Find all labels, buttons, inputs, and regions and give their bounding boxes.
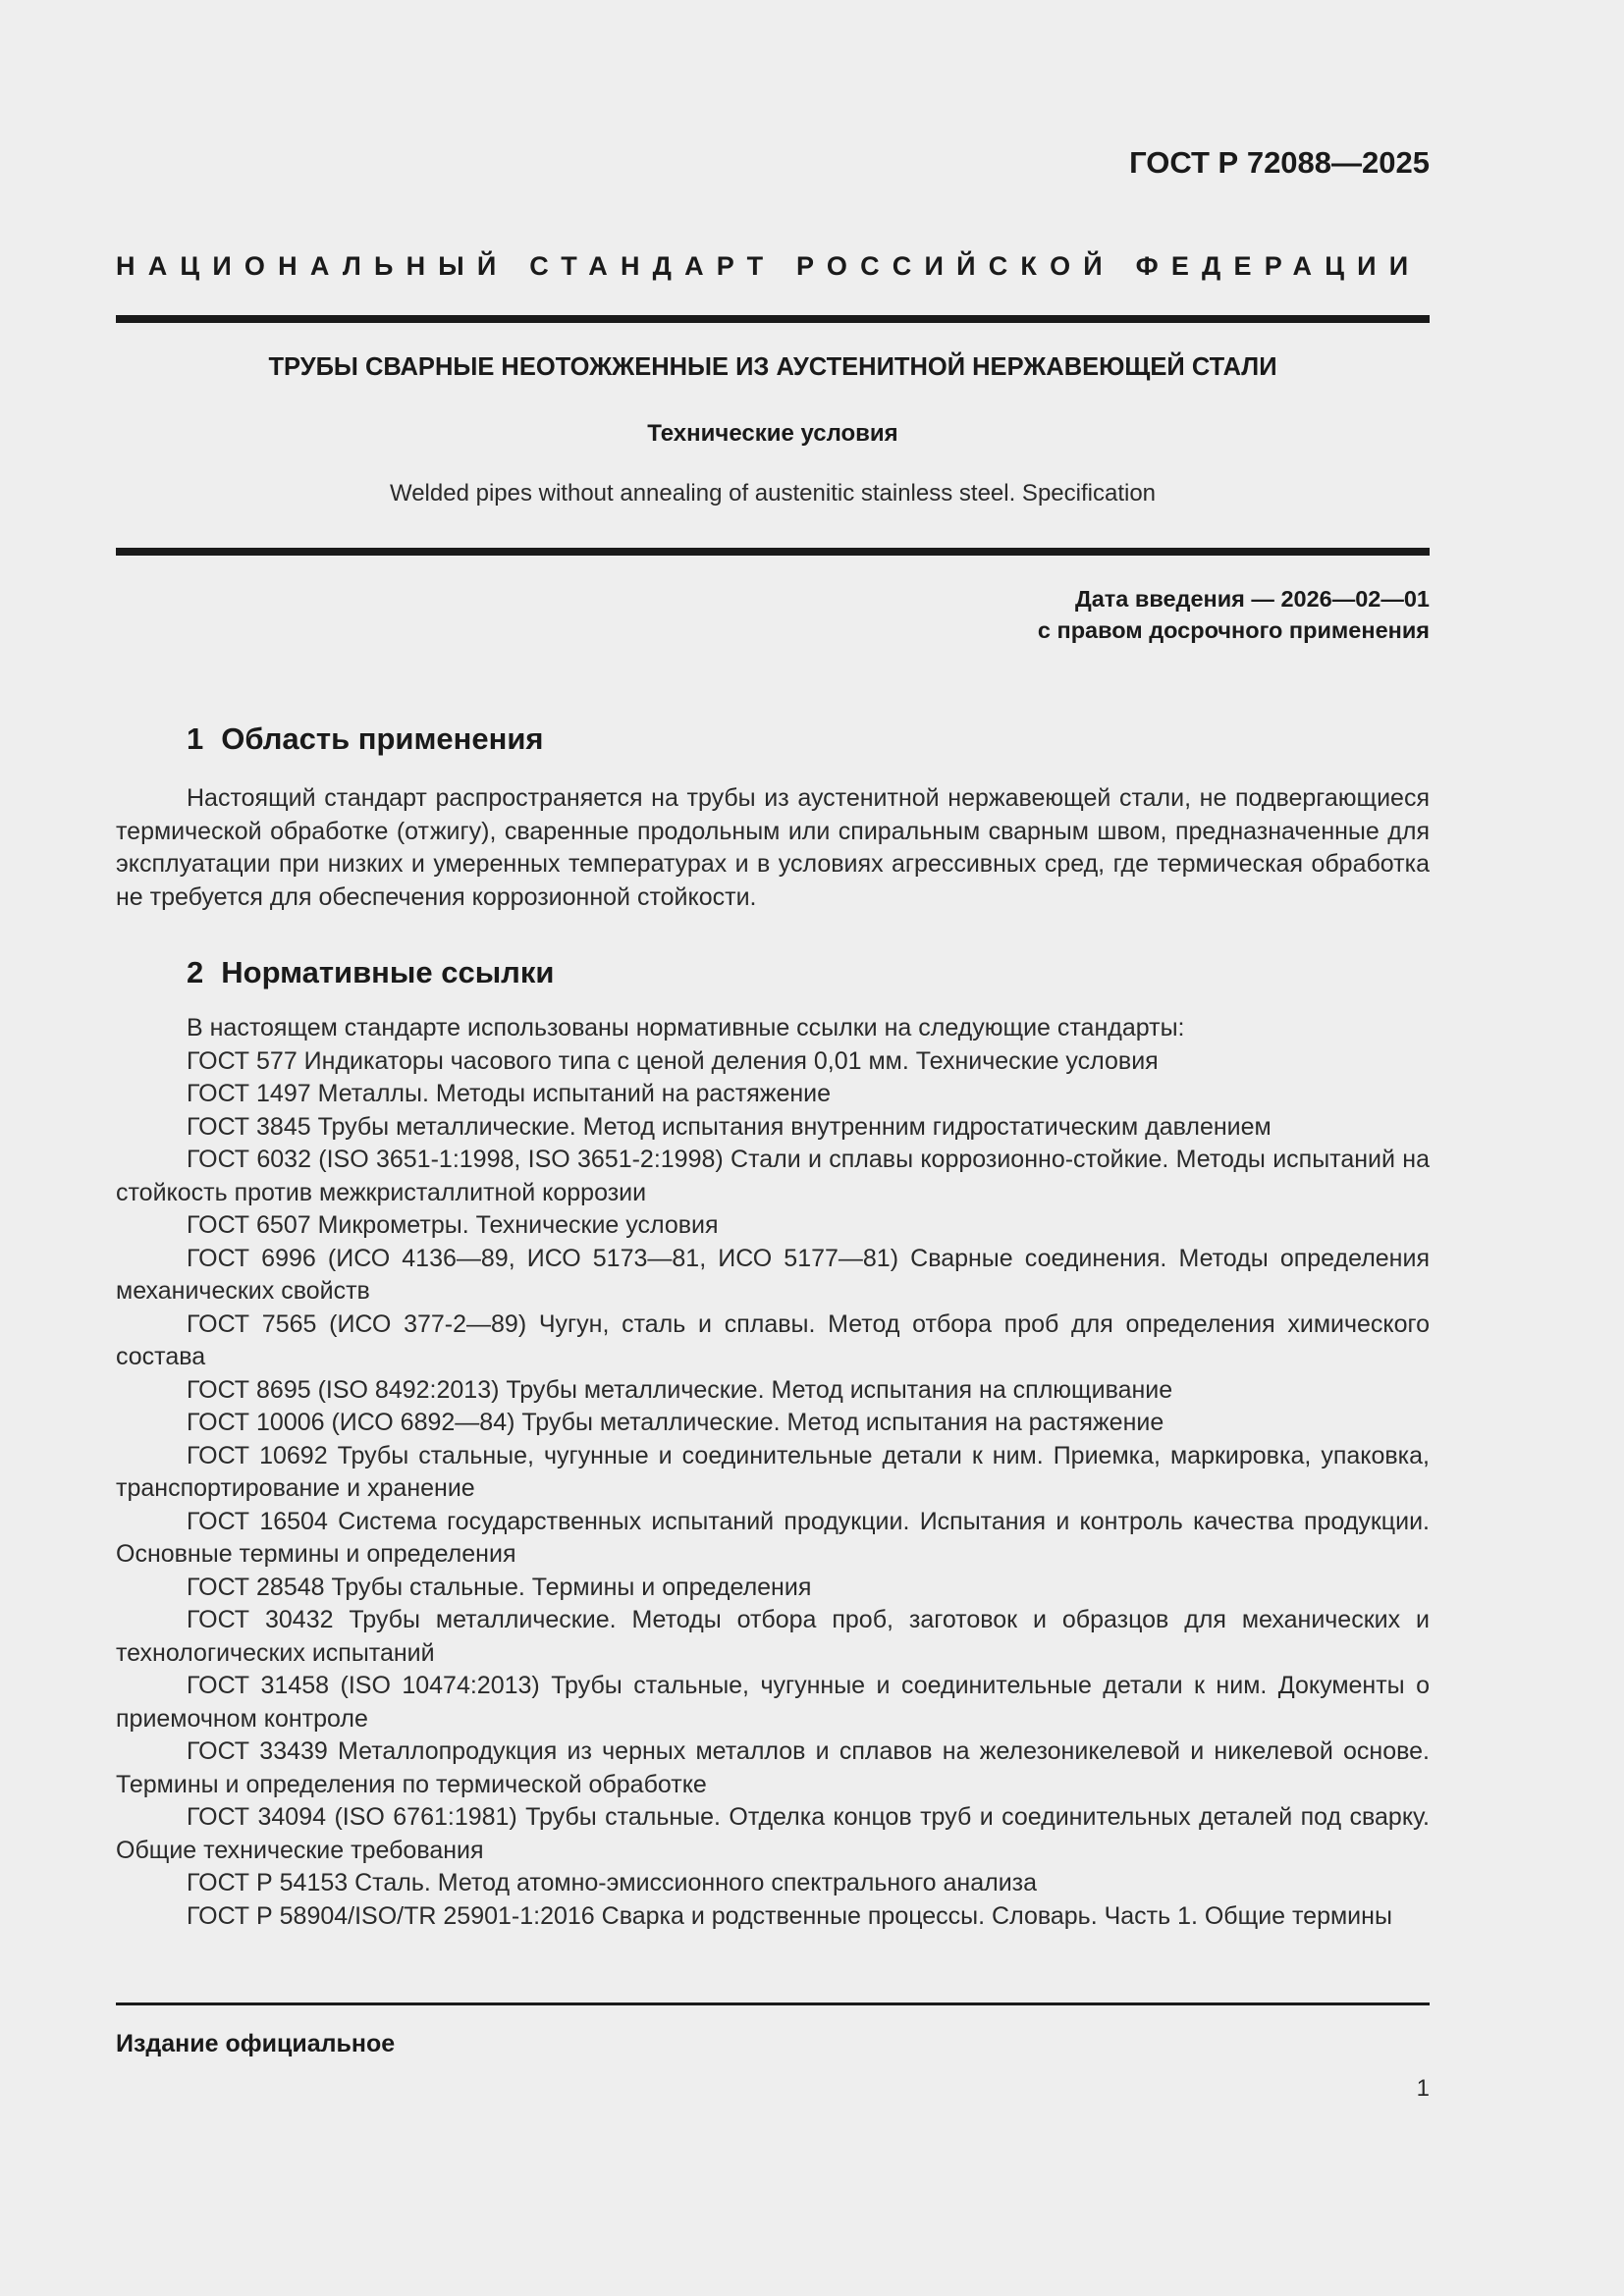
- document-number: ГОСТ Р 72088—2025: [1129, 145, 1430, 180]
- section-1-heading: [187, 721, 544, 757]
- early-application-note: с правом досрочного применения: [1037, 617, 1430, 643]
- section-1-title: Область применения: [221, 721, 544, 756]
- reference-item: ГОСТ 30432 Трубы металлические. Методы отбора проб, заготовок и образцов для механических и технологических испытаний: [116, 1606, 1430, 1667]
- introduction-date: Дата введения — 2026—02—01: [1074, 586, 1430, 612]
- document-subtitle: Технические условия: [647, 420, 898, 447]
- national-standard-banner: НАЦИОНАЛЬНЫЙ СТАНДАРТ РОССИЙСКОЙ ФЕДЕРАЦИИ: [116, 251, 1422, 281]
- reference-item: ГОСТ 8695 (ISO 8492:2013) Трубы металлические. Метод испытания на сплющивание: [187, 1375, 1173, 1404]
- reference-item: ГОСТ 16504 Система государственных испытаний продукции. Испытания и контроль качества продукции. Основные термины и определения: [116, 1507, 1430, 1568]
- reference-item: ГОСТ Р 54153 Сталь. Метод атомно-эмиссионного спектрального анализа: [187, 1869, 1038, 1896]
- reference-item: ГОСТ 6032 (ISO 3651-1:1998, ISO 3651-2:1998) Стали и сплавы коррозионно-стойкие. Методы испытаний на стойкость против межкристаллитной коррозии: [116, 1146, 1430, 1206]
- title-rule: [116, 548, 1430, 556]
- reference-item: ГОСТ 1497 Металлы. Методы испытаний на растяжение: [187, 1080, 832, 1107]
- header-rule: [116, 315, 1430, 323]
- reference-item: ГОСТ 34094 (ISO 6761:1981) Трубы стальные. Отделка концов труб и соединительных деталей под сварку. Общие технические требования: [116, 1803, 1430, 1864]
- reference-item: ГОСТ 6507 Микрометры. Технические условия: [187, 1211, 719, 1239]
- section-1-number: 1: [187, 721, 204, 756]
- reference-item: ГОСТ Р 58904/ISO/TR 25901-1:2016 Сварка и родственные процессы. Словарь. Часть 1. Общие термины: [187, 1901, 1392, 1930]
- reference-item: ГОСТ 6996 (ИСО 4136—89, ИСО 5173—81, ИСО 5177—81) Сварные соединения. Методы определения механических свойств: [116, 1244, 1430, 1305]
- introduction-date-block: [1038, 583, 1430, 646]
- section-1-paragraph: Настоящий стандарт распространяется на трубы из аустенитной нержавеющей стали, не подвергающиеся термической обработке (отжигу), сваренные продольным или спиральным сварным швом, предназначенные для эксплуатации при низких и умеренных температурах и в условиях агрессивных сред, где термическая обработка не требуется для обеспечения коррозионной стойкости.: [116, 784, 1430, 911]
- reference-item: ГОСТ 28548 Трубы стальные. Термины и определения: [187, 1573, 812, 1601]
- page-number: 1: [1416, 2075, 1430, 2102]
- reference-item: ГОСТ 577 Индикаторы часового типа с ценой деления 0,01 мм. Технические условия: [187, 1046, 1159, 1075]
- references-intro: В настоящем стандарте использованы нормативные ссылки на следующие стандарты:: [187, 1014, 1185, 1041]
- section-2-title: Нормативные ссылки: [221, 955, 555, 989]
- reference-item: ГОСТ 10692 Трубы стальные, чугунные и соединительные детали к ним. Приемка, маркировка, упаковка, транспортирование и хранение: [116, 1441, 1430, 1502]
- reference-item: ГОСТ 10006 (ИСО 6892—84) Трубы металлические. Метод испытания на растяжение: [187, 1409, 1164, 1436]
- section-1-body: [116, 782, 1430, 914]
- reference-item: ГОСТ 33439 Металлопродукция из черных металлов и сплавов на железоникелевой и никелевой основе. Термины и определения по термической обработке: [116, 1737, 1430, 1798]
- document-title: ТРУБЫ СВАРНЫЕ НЕОТОЖЖЕННЫЕ ИЗ АУСТЕНИТНОЙ НЕРЖАВЕЮЩЕЙ СТАЛИ: [268, 353, 1277, 381]
- reference-item: ГОСТ 3845 Трубы металлические. Метод испытания внутренним гидростатическим давлением: [187, 1112, 1272, 1141]
- normative-references-list: [116, 1012, 1430, 1933]
- reference-item: ГОСТ 31458 (ISO 10474:2013) Трубы стальные, чугунные и соединительные детали к ним. Документы о приемочном контроле: [116, 1672, 1430, 1733]
- reference-item: ГОСТ 7565 (ИСО 377-2—89) Чугун, сталь и сплавы. Метод отбора проб для определения химического состава: [116, 1309, 1430, 1370]
- document-title-english: Welded pipes without annealing of austenitic stainless steel. Specification: [389, 480, 1157, 507]
- section-2-heading: [187, 955, 554, 990]
- section-2-number: 2: [187, 955, 204, 989]
- official-edition-label: Издание официальное: [116, 2030, 396, 2057]
- footer-rule: [116, 2002, 1430, 2005]
